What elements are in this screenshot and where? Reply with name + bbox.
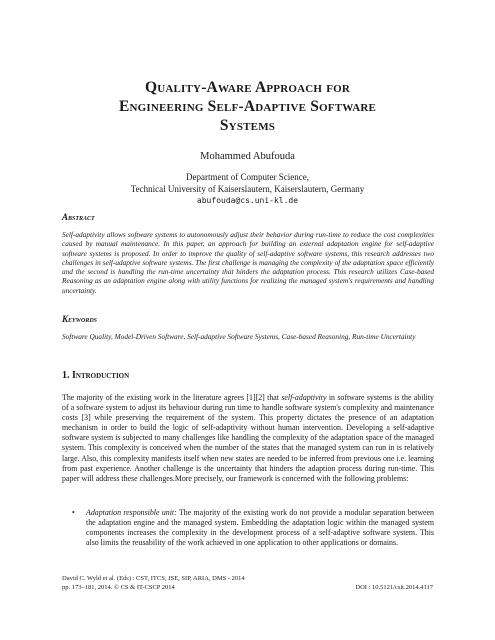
bullet-item — [86, 508, 434, 548]
introduction-heading: 1. Introduction — [62, 370, 130, 381]
affiliation-department: Department of Computer Science, — [186, 172, 309, 182]
abstract-heading: Abstract — [62, 212, 95, 222]
introduction-paragraph — [62, 393, 434, 484]
footer-doi: DOI : 10.5121/csit.2014.4117 — [355, 584, 433, 591]
affiliation-university: Technical University of Kaiserslautern, Kaiserslautern, Germany — [130, 184, 365, 194]
bullet-marker: • — [72, 508, 75, 517]
footer-citation — [62, 574, 245, 592]
keywords-text: Software Quality, Model-Driven Software, Self-adaptive Software Systems, Case-based Reasoning, Run-time Uncertainty — [62, 332, 416, 341]
title-line-2: Engineering Self-Adaptive Software — [118, 98, 377, 115]
footer-editors: David C. Wyld et al. (Eds) : CST, ITCS, JSE, SIP, ARIA, DMS - 2014 — [62, 575, 245, 582]
affiliation — [0, 171, 495, 207]
footer-pages: pp. 173–181, 2014. © CS & IT-CSCP 2014 — [62, 584, 175, 591]
title-line-3: Systems — [219, 117, 276, 134]
author-name: Mohammed Abufouda — [200, 151, 295, 162]
title-line-1: Quality-Aware Approach for — [144, 79, 351, 96]
abstract-text: Self-adaptivity allows software systems to autonomously adjust their behavior during run-time to reduce the cost complexities caused by manual maintenance. In this paper, an approach for building an external adaptation engine for self-adaptive software systems is proposed. In order to improve the quality of self-adaptive software systems, this research addresses two challenges in self-adaptive software systems. The first challenge is managing the complexity of the adaptation space efficiently and the second is handling the run-time uncertainty that hinders the adaptation process. This research utilizes Case-based Reasoning as an adaptation engine along with utility functions for realizing the managed system's requirements and handling uncertainty. — [62, 230, 434, 295]
bullet-description: The majority of the existing work do not provide a modular separation between the adaptation engine and the managed system. Embedding the adaptation logic within the managed system components increases the complexity in the development process of a self-adaptive software system. This also limits the reusability of the work achieved in one application to other applications or domains. — [86, 508, 434, 548]
paper-title — [60, 78, 435, 135]
author-email: abufouda@cs.uni-kl.de — [196, 196, 299, 205]
intro-text-rest: in software systems is the ability of a software system to adjust its behaviour during run time to handle software system's complexity and maintenance costs [3] while preserving the requirement of the system. This property dictates the presence of an adaptation mechanism in order to build the logic of self-adaptivity without human intervention. Developing a self-adaptive software system is subjected to many challenges like handling the complexity of the adaptation space of the managed system. This complexity is conceived when the number of the states that the managed system can run in is relatively large. Also, this complexity manifests itself when new states are needed to be inferred from previous one i.e. learning from past experience. Another challenge is the uncertainty that hinders the adaption process during run-time. This paper will address these challenges.More precisely, our framework is concerned with the following problems: — [62, 393, 434, 483]
keywords-heading: Keywords — [62, 314, 98, 324]
intro-text-start: The majority of the existing work in the literature agrees [1][2] that — [62, 393, 282, 402]
bullet-term: Adaptation responsible unit: — [86, 508, 177, 517]
intro-text-emphasis: self-adaptivity — [281, 393, 327, 402]
